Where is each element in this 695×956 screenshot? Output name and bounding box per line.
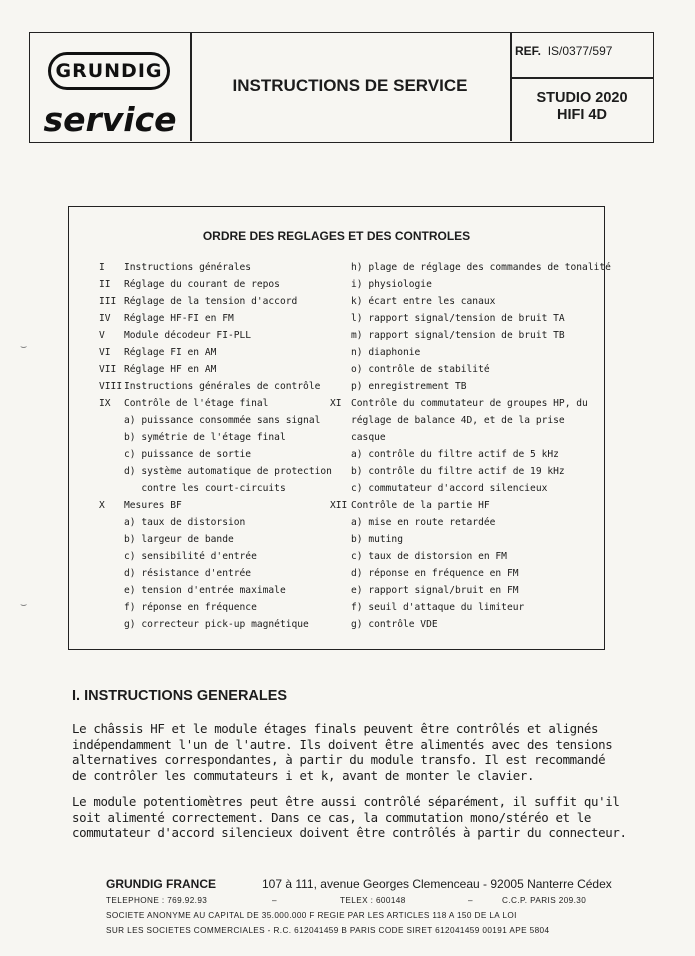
adjustment-item: Réglage du courant de repos xyxy=(124,279,280,290)
adjustment-item: p) enregistrement TB xyxy=(351,381,467,392)
footer-company: GRUNDIG FRANCE xyxy=(106,877,216,891)
item-number: III xyxy=(99,296,117,307)
item-number: XII xyxy=(330,500,348,511)
paragraph-line: Le module potentiomètres peut être aussi contrôlé séparément, il suffit qu'il xyxy=(72,794,620,809)
ref-label: REF. xyxy=(515,44,542,58)
divider xyxy=(510,77,653,79)
adjustment-item: Instructions générales de contrôle xyxy=(124,381,321,392)
model-line-2: HIFI 4D xyxy=(557,107,607,123)
paragraph-line: indépendamment l'un de l'autre. Ils doivent être alimentés avec des tensions xyxy=(72,736,613,752)
item-number: I xyxy=(99,262,105,273)
adjustment-item: d) réponse en fréquence en FM xyxy=(351,568,519,579)
item-number: VIII xyxy=(99,381,123,392)
adjustment-item: a) contrôle du filtre actif de 5 kHz xyxy=(351,449,559,460)
adjustment-item: e) rapport signal/bruit en FM xyxy=(351,585,519,596)
adjustment-item: c) taux de distorsion en FM xyxy=(351,551,507,562)
adjustment-item: contre les court-circuits xyxy=(124,483,286,494)
paragraph-line: de contrôler les commutateurs i et k, avant de monter le clavier. xyxy=(72,767,535,783)
item-number: XI xyxy=(330,398,342,409)
adjustment-item: o) contrôle de stabilité xyxy=(351,364,490,375)
item-number: VII xyxy=(99,364,117,375)
section-title: I. INSTRUCTIONS GENERALES xyxy=(72,688,288,704)
item-number: IX xyxy=(99,398,111,409)
adjustment-item: b) muting xyxy=(351,534,403,545)
footer-legal-2: SUR LES SOCIETES COMMERCIALES - R.C. 612041459 B PARIS CODE SIRET 612041459 00191 APE 5804 xyxy=(106,926,550,935)
reference xyxy=(515,44,650,58)
adjustment-item: c) sensibilité d'entrée xyxy=(124,551,257,562)
item-number: V xyxy=(99,330,105,341)
adjustment-item: casque xyxy=(351,432,386,443)
adjustment-item: c) commutateur d'accord silencieux xyxy=(351,483,548,494)
item-number: X xyxy=(99,500,105,511)
adjustment-item: Module décodeur FI-PLL xyxy=(124,330,252,341)
adjustment-item: Réglage HF-FI en FM xyxy=(124,313,234,324)
grundig-logo xyxy=(48,52,170,90)
adjustment-item: g) contrôle VDE xyxy=(351,619,438,630)
adjustment-item: m) rapport signal/tension de bruit TB xyxy=(351,330,565,341)
binder-mark: ⌣ xyxy=(20,340,28,353)
ref-value: IS/0377/597 xyxy=(547,44,613,58)
adjustment-item: d) système automatique de protection xyxy=(124,466,332,477)
paragraph-1 xyxy=(72,721,672,783)
document-title: INSTRUCTIONS DE SERVICE xyxy=(232,76,468,95)
adjustment-item: b) contrôle du filtre actif de 19 kHz xyxy=(351,466,565,477)
adjustment-item: Réglage de la tension d'accord xyxy=(124,296,298,307)
adjustment-item: Contrôle du commutateur de groupes HP, du xyxy=(351,398,588,409)
adjustment-item: Contrôle de la partie HF xyxy=(351,500,490,511)
adjustment-item: e) tension d'entrée maximale xyxy=(124,585,286,596)
item-number: II xyxy=(99,279,111,290)
adjustment-item: Instructions générales xyxy=(124,262,252,273)
model-name xyxy=(512,90,652,124)
footer-ccp: C.C.P. PARIS 209.30 xyxy=(502,896,587,905)
footer-legal-1: SOCIETE ANONYME AU CAPITAL DE 35.000.000 F REGIE PAR LES ARTICLES 118 A 150 DE LA LOI xyxy=(106,911,517,920)
adjustment-item: réglage de balance 4D, et de la prise xyxy=(351,415,565,426)
adjustment-item: h) plage de réglage des commandes de tonalité xyxy=(351,262,611,273)
divider xyxy=(510,33,512,141)
adjustment-item: f) réponse en fréquence xyxy=(124,602,257,613)
model-line-1: STUDIO 2020 xyxy=(536,90,628,106)
adjustment-item: c) puissance de sortie xyxy=(124,449,252,460)
binder-mark: ⌣ xyxy=(20,598,28,611)
adjustment-item: Contrôle de l'étage final xyxy=(124,398,269,409)
adjustment-item: i) physiologie xyxy=(351,279,432,290)
logo-text: GRUNDIG xyxy=(55,60,163,82)
footer-telephone: TELEPHONE : 769.92.93 xyxy=(106,896,208,905)
item-number: VI xyxy=(99,347,111,358)
adjustment-item: g) correcteur pick-up magnétique xyxy=(124,619,309,630)
adjustment-item: f) seuil d'attaque du limiteur xyxy=(351,602,525,613)
adjustment-item: b) symétrie de l'étage final xyxy=(124,432,286,443)
footer-telex: TELEX : 600148 xyxy=(340,896,406,905)
adjustment-item: b) largeur de bande xyxy=(124,534,234,545)
paragraph-2 xyxy=(72,794,672,841)
paragraph-line: alternatives correspondantes, à partir du module transfo. Il est recommandé xyxy=(72,752,606,768)
paragraph-line: commutateur d'accord silencieux doivent être contrôlés à partir du connecteur. xyxy=(72,825,627,841)
paragraph-line: soit alimenté correctement. Dans ce cas, la commutation mono/stéréo et le xyxy=(72,809,592,825)
footer-separator: – xyxy=(468,896,473,905)
adjustment-item: d) résistance d'entrée xyxy=(124,568,252,579)
table-title: ORDRE DES REGLAGES ET DES CONTROLES xyxy=(202,229,471,243)
adjustment-item: a) puissance consommée sans signal xyxy=(124,415,321,426)
footer-separator: – xyxy=(272,896,277,905)
adjustment-item: l) rapport signal/tension de bruit TA xyxy=(351,313,565,324)
service-wordmark: service xyxy=(43,100,177,139)
adjustment-item: Réglage FI en AM xyxy=(124,347,217,358)
adjustment-item: a) taux de distorsion xyxy=(124,517,246,528)
adjustment-item: n) diaphonie xyxy=(351,347,421,358)
paragraph-line: Le châssis HF et le module étages finals peuvent être contrôlés et alignés xyxy=(72,721,599,736)
adjustment-item: Réglage HF en AM xyxy=(124,364,217,375)
adjustment-item: Mesures BF xyxy=(124,500,182,511)
item-number: IV xyxy=(99,313,111,324)
adjustment-item: k) écart entre les canaux xyxy=(351,296,496,307)
footer-address: 107 à 111, avenue Georges Clemenceau - 92005 Nanterre Cédex xyxy=(262,877,612,891)
adjustment-item: a) mise en route retardée xyxy=(351,517,496,528)
